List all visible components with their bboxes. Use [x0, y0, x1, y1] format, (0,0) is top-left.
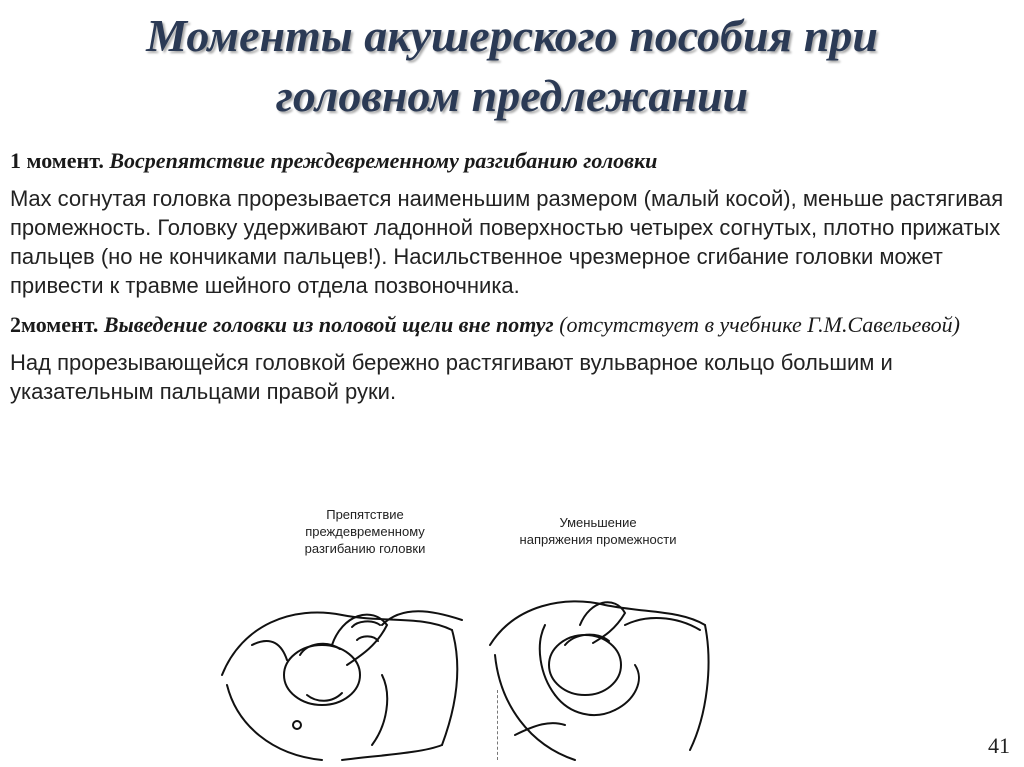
figure-left-caption: Препятствие преждевременному разгибанию головки [304, 507, 426, 556]
title-line-1: Моменты акушерского пособия при [146, 10, 878, 61]
moment2-title: Выведение головки из половой щели вне потуг [103, 312, 554, 337]
moment2-heading [10, 310, 1010, 340]
title-line-2: головном предлежании [275, 70, 749, 121]
figure-right-caption: Уменьшение напряжения промежности [519, 515, 677, 547]
moment1-text: Max согнутая головка прорезывается наименьшим размером (малый косой), меньше растягивая промежность. Головку удерживают ладонной поверхностью четырех согнутых, плотно прижатых пальцев (но не кончиками пальцев!). Насильственное чрезмерное сгибание головки может привести к травме шейного отдела позвоночника. [10, 186, 1004, 298]
page-number: 41 [988, 733, 1010, 758]
figure-right-illustration [485, 585, 715, 765]
slide-title [0, 6, 1024, 126]
moment1-title: Восрепятствие преждевременному разгибанию головки [109, 148, 658, 173]
moment2-label: 2момент. [10, 312, 99, 337]
moment1-heading [10, 146, 1010, 176]
moment2-note: (отсутствует в учебнике Г.М.Савельевой) [559, 312, 960, 337]
figure-left-illustration [212, 585, 477, 765]
moment2-text: Над прорезывающейся головкой бережно растягивают вульварное кольцо большим и указательным пальцами правой руки. [10, 350, 893, 404]
moment1-label: 1 момент. [10, 148, 104, 173]
slide-content [10, 146, 1010, 414]
